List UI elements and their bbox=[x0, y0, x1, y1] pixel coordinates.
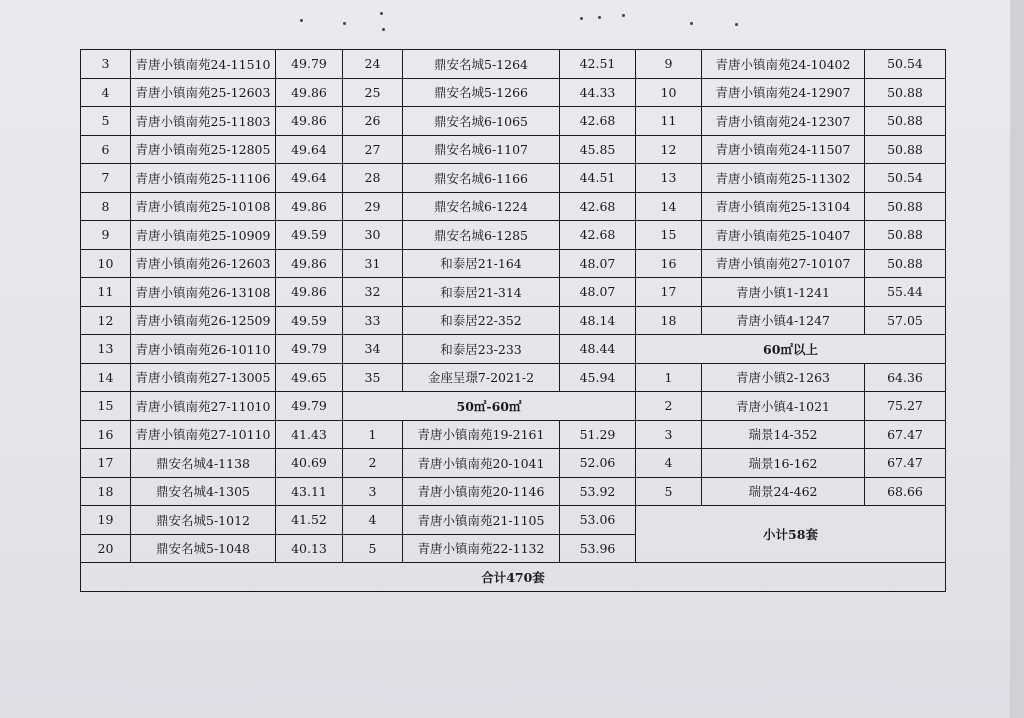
middle-area-cell: 48.44 bbox=[560, 335, 636, 364]
left-no-cell: 18 bbox=[81, 477, 131, 506]
table-row bbox=[81, 164, 946, 193]
right-area-cell: 50.88 bbox=[865, 107, 946, 136]
left-area-cell: 49.79 bbox=[276, 50, 343, 79]
left-no-cell: 14 bbox=[81, 363, 131, 392]
left-name-cell: 鼎安名城5-1048 bbox=[131, 534, 276, 563]
table-row bbox=[81, 135, 946, 164]
middle-name-cell: 金座呈璟7-2021-2 bbox=[403, 363, 560, 392]
right-area-cell: 50.88 bbox=[865, 135, 946, 164]
middle-area-cell: 42.68 bbox=[560, 192, 636, 221]
left-name-cell: 青唐小镇南苑26-12603 bbox=[131, 249, 276, 278]
middle-area-cell: 42.68 bbox=[560, 107, 636, 136]
right-name-cell: 青唐小镇1-1241 bbox=[702, 278, 865, 307]
middle-name-cell: 鼎安名城5-1266 bbox=[403, 78, 560, 107]
left-name-cell: 青唐小镇南苑25-11803 bbox=[131, 107, 276, 136]
left-no-cell: 7 bbox=[81, 164, 131, 193]
right-area-cell: 50.88 bbox=[865, 249, 946, 278]
scan-speck bbox=[300, 19, 303, 22]
middle-area-cell: 44.33 bbox=[560, 78, 636, 107]
left-area-cell: 43.11 bbox=[276, 477, 343, 506]
left-no-cell: 5 bbox=[81, 107, 131, 136]
left-area-cell: 49.86 bbox=[276, 249, 343, 278]
middle-area-cell: 42.51 bbox=[560, 50, 636, 79]
table-row bbox=[81, 392, 946, 421]
right-area-cell: 75.27 bbox=[865, 392, 946, 421]
left-name-cell: 青唐小镇南苑27-11010 bbox=[131, 392, 276, 421]
right-name-cell: 青唐小镇南苑27-10107 bbox=[702, 249, 865, 278]
scan-speck bbox=[735, 23, 738, 26]
middle-no-cell: 32 bbox=[343, 278, 403, 307]
right-name-cell: 青唐小镇南苑25-13104 bbox=[702, 192, 865, 221]
middle-name-cell: 和泰居22-352 bbox=[403, 306, 560, 335]
middle-area-cell: 48.07 bbox=[560, 278, 636, 307]
middle-no-cell: 24 bbox=[343, 50, 403, 79]
middle-area-cell: 52.06 bbox=[560, 449, 636, 478]
left-area-cell: 49.86 bbox=[276, 192, 343, 221]
left-name-cell: 青唐小镇南苑27-10110 bbox=[131, 420, 276, 449]
table-row bbox=[81, 449, 946, 478]
middle-no-cell: 29 bbox=[343, 192, 403, 221]
left-area-cell: 40.13 bbox=[276, 534, 343, 563]
housing-list-table bbox=[80, 49, 946, 592]
right-area-cell: 55.44 bbox=[865, 278, 946, 307]
right-name-cell: 青唐小镇4-1021 bbox=[702, 392, 865, 421]
middle-name-cell: 和泰居21-164 bbox=[403, 249, 560, 278]
middle-no-cell: 33 bbox=[343, 306, 403, 335]
middle-name-cell: 和泰居23-233 bbox=[403, 335, 560, 364]
right-no-cell: 18 bbox=[636, 306, 702, 335]
left-area-cell: 41.52 bbox=[276, 506, 343, 535]
left-name-cell: 鼎安名城4-1138 bbox=[131, 449, 276, 478]
right-name-cell: 青唐小镇南苑25-10407 bbox=[702, 221, 865, 250]
middle-area-cell: 45.85 bbox=[560, 135, 636, 164]
left-name-cell: 青唐小镇南苑25-12603 bbox=[131, 78, 276, 107]
right-area-cell: 67.47 bbox=[865, 449, 946, 478]
middle-name-cell: 鼎安名城5-1264 bbox=[403, 50, 560, 79]
table-row bbox=[81, 506, 946, 535]
middle-no-cell: 5 bbox=[343, 534, 403, 563]
right-no-cell: 12 bbox=[636, 135, 702, 164]
right-area-cell: 57.05 bbox=[865, 306, 946, 335]
left-name-cell: 青唐小镇南苑25-11106 bbox=[131, 164, 276, 193]
left-name-cell: 青唐小镇南苑25-12805 bbox=[131, 135, 276, 164]
left-area-cell: 49.86 bbox=[276, 78, 343, 107]
left-area-cell: 49.65 bbox=[276, 363, 343, 392]
left-no-cell: 10 bbox=[81, 249, 131, 278]
left-no-cell: 4 bbox=[81, 78, 131, 107]
right-name-cell: 青唐小镇南苑25-11302 bbox=[702, 164, 865, 193]
left-area-cell: 41.43 bbox=[276, 420, 343, 449]
left-name-cell: 青唐小镇南苑25-10909 bbox=[131, 221, 276, 250]
left-no-cell: 15 bbox=[81, 392, 131, 421]
right-area-cell: 50.88 bbox=[865, 192, 946, 221]
left-name-cell: 青唐小镇南苑25-10108 bbox=[131, 192, 276, 221]
right-no-cell: 9 bbox=[636, 50, 702, 79]
table-row bbox=[81, 78, 946, 107]
middle-name-cell: 鼎安名城6-1285 bbox=[403, 221, 560, 250]
table-row bbox=[81, 192, 946, 221]
right-section-header: 60㎡以上 bbox=[636, 335, 946, 364]
right-area-cell: 50.88 bbox=[865, 221, 946, 250]
right-area-cell: 50.54 bbox=[865, 164, 946, 193]
left-area-cell: 40.69 bbox=[276, 449, 343, 478]
left-no-cell: 11 bbox=[81, 278, 131, 307]
middle-name-cell: 鼎安名城6-1107 bbox=[403, 135, 560, 164]
right-no-cell: 1 bbox=[636, 363, 702, 392]
middle-name-cell: 鼎安名城6-1065 bbox=[403, 107, 560, 136]
right-name-cell: 青唐小镇南苑24-10402 bbox=[702, 50, 865, 79]
right-area-cell: 50.54 bbox=[865, 50, 946, 79]
left-no-cell: 16 bbox=[81, 420, 131, 449]
scan-speck bbox=[382, 28, 385, 31]
right-no-cell: 16 bbox=[636, 249, 702, 278]
middle-name-cell: 鼎安名城6-1224 bbox=[403, 192, 560, 221]
left-no-cell: 3 bbox=[81, 50, 131, 79]
right-area-cell: 68.66 bbox=[865, 477, 946, 506]
right-name-cell: 青唐小镇南苑24-12907 bbox=[702, 78, 865, 107]
left-no-cell: 6 bbox=[81, 135, 131, 164]
left-name-cell: 青唐小镇南苑26-13108 bbox=[131, 278, 276, 307]
table-body bbox=[81, 50, 946, 592]
right-name-cell: 瑞景24-462 bbox=[702, 477, 865, 506]
table-row bbox=[81, 420, 946, 449]
left-no-cell: 13 bbox=[81, 335, 131, 364]
left-area-cell: 49.64 bbox=[276, 135, 343, 164]
right-area-cell: 67.47 bbox=[865, 420, 946, 449]
scan-edge bbox=[1010, 0, 1024, 718]
middle-no-cell: 31 bbox=[343, 249, 403, 278]
middle-area-cell: 45.94 bbox=[560, 363, 636, 392]
scan-speck bbox=[580, 17, 583, 20]
right-no-cell: 14 bbox=[636, 192, 702, 221]
left-name-cell: 青唐小镇南苑27-13005 bbox=[131, 363, 276, 392]
middle-area-cell: 44.51 bbox=[560, 164, 636, 193]
table-row bbox=[81, 107, 946, 136]
middle-no-cell: 34 bbox=[343, 335, 403, 364]
left-name-cell: 青唐小镇南苑24-11510 bbox=[131, 50, 276, 79]
right-no-cell: 2 bbox=[636, 392, 702, 421]
middle-name-cell: 青唐小镇南苑19-2161 bbox=[403, 420, 560, 449]
left-name-cell: 青唐小镇南苑26-12509 bbox=[131, 306, 276, 335]
left-area-cell: 49.59 bbox=[276, 221, 343, 250]
total-cell: 合计470套 bbox=[81, 563, 946, 592]
middle-no-cell: 25 bbox=[343, 78, 403, 107]
table-row bbox=[81, 278, 946, 307]
left-area-cell: 49.86 bbox=[276, 107, 343, 136]
left-no-cell: 19 bbox=[81, 506, 131, 535]
middle-name-cell: 和泰居21-314 bbox=[403, 278, 560, 307]
left-area-cell: 49.86 bbox=[276, 278, 343, 307]
right-name-cell: 瑞景16-162 bbox=[702, 449, 865, 478]
table-row bbox=[81, 306, 946, 335]
middle-section-header: 50㎡-60㎡ bbox=[343, 392, 636, 421]
right-no-cell: 11 bbox=[636, 107, 702, 136]
scan-speck bbox=[343, 22, 346, 25]
right-no-cell: 13 bbox=[636, 164, 702, 193]
left-area-cell: 49.79 bbox=[276, 392, 343, 421]
right-no-cell: 10 bbox=[636, 78, 702, 107]
total-row bbox=[81, 563, 946, 592]
table-row bbox=[81, 335, 946, 364]
right-area-cell: 50.88 bbox=[865, 78, 946, 107]
middle-no-cell: 35 bbox=[343, 363, 403, 392]
middle-area-cell: 42.68 bbox=[560, 221, 636, 250]
scan-speck bbox=[622, 14, 625, 17]
middle-no-cell: 4 bbox=[343, 506, 403, 535]
middle-area-cell: 51.29 bbox=[560, 420, 636, 449]
left-name-cell: 青唐小镇南苑26-10110 bbox=[131, 335, 276, 364]
right-name-cell: 青唐小镇南苑24-11507 bbox=[702, 135, 865, 164]
right-no-cell: 3 bbox=[636, 420, 702, 449]
right-no-cell: 17 bbox=[636, 278, 702, 307]
right-name-cell: 青唐小镇4-1247 bbox=[702, 306, 865, 335]
table-row bbox=[81, 477, 946, 506]
scan-speck bbox=[380, 12, 383, 15]
middle-name-cell: 青唐小镇南苑20-1146 bbox=[403, 477, 560, 506]
middle-name-cell: 青唐小镇南苑22-1132 bbox=[403, 534, 560, 563]
table-row bbox=[81, 50, 946, 79]
middle-name-cell: 鼎安名城6-1166 bbox=[403, 164, 560, 193]
left-name-cell: 鼎安名城4-1305 bbox=[131, 477, 276, 506]
right-name-cell: 青唐小镇2-1263 bbox=[702, 363, 865, 392]
middle-no-cell: 2 bbox=[343, 449, 403, 478]
table-row bbox=[81, 363, 946, 392]
left-no-cell: 17 bbox=[81, 449, 131, 478]
middle-area-cell: 53.06 bbox=[560, 506, 636, 535]
left-area-cell: 49.64 bbox=[276, 164, 343, 193]
middle-area-cell: 53.92 bbox=[560, 477, 636, 506]
left-area-cell: 49.59 bbox=[276, 306, 343, 335]
middle-no-cell: 26 bbox=[343, 107, 403, 136]
left-no-cell: 20 bbox=[81, 534, 131, 563]
left-no-cell: 8 bbox=[81, 192, 131, 221]
right-name-cell: 瑞景14-352 bbox=[702, 420, 865, 449]
middle-name-cell: 青唐小镇南苑20-1041 bbox=[403, 449, 560, 478]
middle-area-cell: 53.96 bbox=[560, 534, 636, 563]
middle-area-cell: 48.14 bbox=[560, 306, 636, 335]
table-row bbox=[81, 249, 946, 278]
scan-speck bbox=[598, 16, 601, 19]
left-area-cell: 49.79 bbox=[276, 335, 343, 364]
right-area-cell: 64.36 bbox=[865, 363, 946, 392]
middle-no-cell: 30 bbox=[343, 221, 403, 250]
right-no-cell: 5 bbox=[636, 477, 702, 506]
left-no-cell: 12 bbox=[81, 306, 131, 335]
right-name-cell: 青唐小镇南苑24-12307 bbox=[702, 107, 865, 136]
middle-name-cell: 青唐小镇南苑21-1105 bbox=[403, 506, 560, 535]
middle-no-cell: 1 bbox=[343, 420, 403, 449]
middle-no-cell: 3 bbox=[343, 477, 403, 506]
middle-no-cell: 28 bbox=[343, 164, 403, 193]
middle-no-cell: 27 bbox=[343, 135, 403, 164]
subtotal-cell: 小计58套 bbox=[636, 506, 946, 563]
right-no-cell: 4 bbox=[636, 449, 702, 478]
left-name-cell: 鼎安名城5-1012 bbox=[131, 506, 276, 535]
left-no-cell: 9 bbox=[81, 221, 131, 250]
right-no-cell: 15 bbox=[636, 221, 702, 250]
table-row bbox=[81, 221, 946, 250]
middle-area-cell: 48.07 bbox=[560, 249, 636, 278]
scan-speck bbox=[690, 22, 693, 25]
